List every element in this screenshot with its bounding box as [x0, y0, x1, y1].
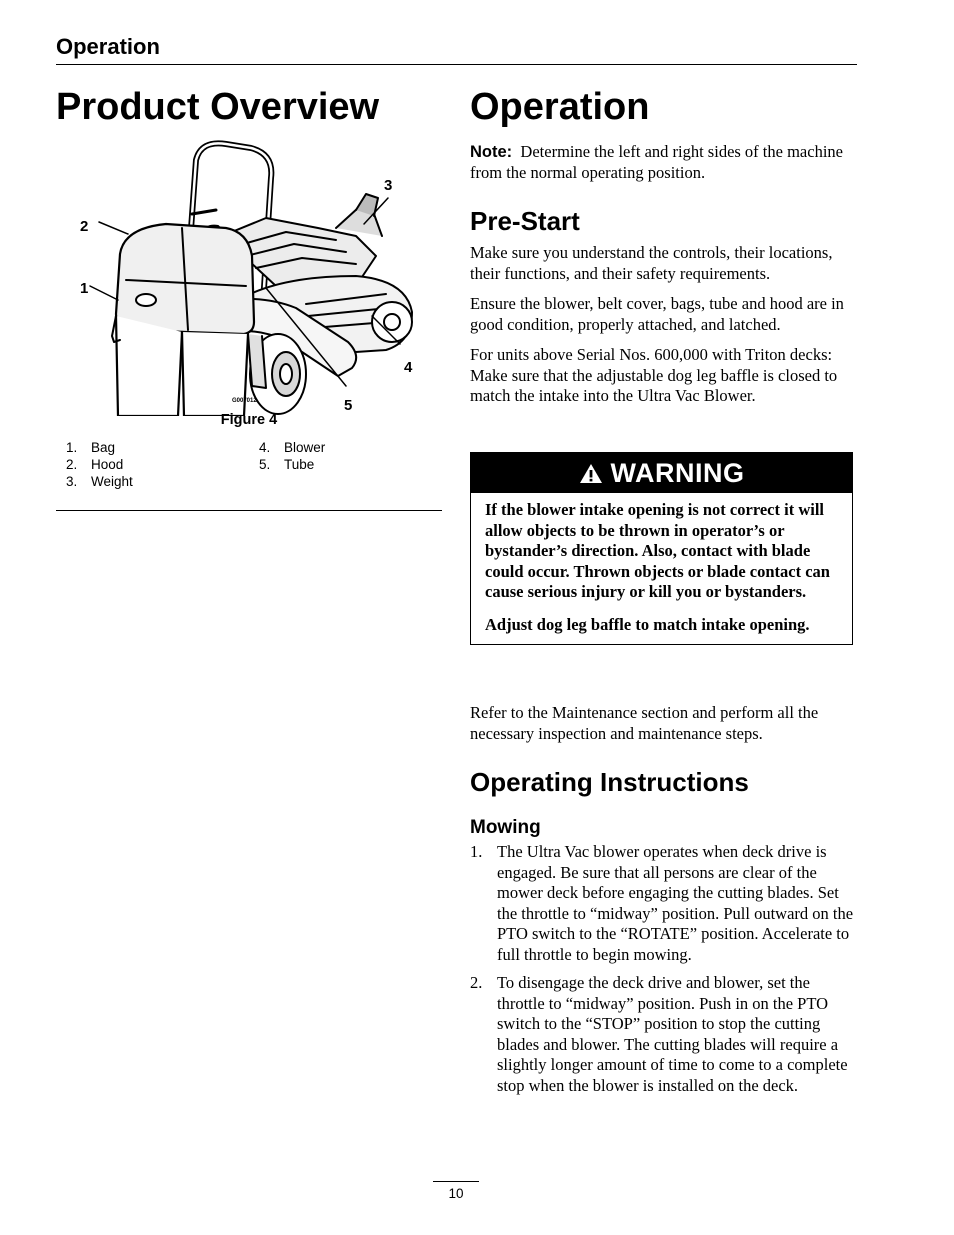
legend-item: 2. Hood [66, 457, 124, 472]
right-column [470, 84, 857, 1095]
figure-code: G007012 [232, 398, 257, 404]
note [470, 142, 857, 183]
warning-header [471, 453, 852, 493]
legend-column-2 [259, 439, 439, 473]
operation-title: Operation [470, 86, 650, 128]
legend-item: 3. Weight [66, 474, 133, 489]
operating-instructions-heading: Operating Instructions [470, 767, 749, 797]
page-number: 10 [448, 1186, 464, 1201]
mowing-heading: Mowing [470, 817, 541, 838]
callout-5: 5 [344, 397, 353, 414]
warning-triangle-icon [579, 463, 603, 484]
legend-item: 5. Tube [259, 457, 315, 472]
running-head: Operation [56, 34, 160, 59]
note-label: Note: [470, 143, 513, 161]
warning-title: WARNING [610, 457, 745, 488]
header-rule [56, 64, 857, 65]
refer-paragraph: Refer to the Maintenance section and perform all the necessary inspection and maintenance steps. [470, 703, 819, 743]
footer-rule [433, 1181, 479, 1182]
list-item: 2. To disengage the deck drive and blower, set the throttle to “midway” position. Push in on the PTO switch to the “STOP” position to stop the cutting blades and blower. The cutting blades will require a slightly longer amount of time to come to a complete stop when the blower is installed on the deck. [470, 973, 848, 1095]
lower-section [470, 703, 857, 1096]
warning-box [470, 452, 853, 645]
callout-3: 3 [384, 177, 393, 194]
prestart-heading: Pre-Start [470, 206, 580, 236]
legend-item: 1. Bag [66, 440, 116, 455]
mower-illustration [56, 136, 442, 416]
legend-column-1 [66, 439, 246, 490]
warning-paragraph-2: Adjust dog leg baffle to match intake opening. [485, 614, 810, 634]
prestart-paragraph-2: Ensure the blower, belt cover, bags, tube and hood are in good condition, properly attached, and latched. [470, 294, 844, 334]
section-rule [56, 510, 442, 511]
prestart-paragraph-1: Make sure you understand the controls, their locations, their functions, and their safety requirements. [470, 243, 833, 283]
callout-4: 4 [404, 359, 413, 376]
callout-1: 1 [80, 280, 89, 297]
prestart-paragraph-3: For units above Serial Nos. 600,000 with Triton decks: Make sure that the adjustable dog leg baffle is closed to match the intake into the Ultra Vac Blower. [470, 345, 838, 405]
legend-item: 4. Blower [259, 440, 326, 455]
list-item: 1. The Ultra Vac blower operates when deck drive is engaged. Be sure that all persons are clear of the mower deck before engaging the cutting blades. Set the throttle to “midway” position. Pull outward on the PTO switch to the “ROTATE” position. Accelerate to full throttle to begin mowing. [470, 842, 854, 964]
callout-2: 2 [80, 218, 89, 235]
warning-paragraph-1: If the blower intake opening is not correct it will allow objects to be thrown in operator’s or bystander’s direction. Also, contact with blade could occur. Thrown objects or blade contact can cause serious injury or kill you or bystanders. [485, 500, 830, 601]
note-text: Determine the left and right sides of the machine from the normal operating position. [470, 142, 843, 182]
product-overview-title: Product Overview [56, 86, 380, 128]
left-column [56, 84, 442, 489]
figure-caption: Figure 4 [220, 412, 278, 428]
mowing-steps [470, 842, 857, 1096]
warning-body [471, 493, 852, 644]
